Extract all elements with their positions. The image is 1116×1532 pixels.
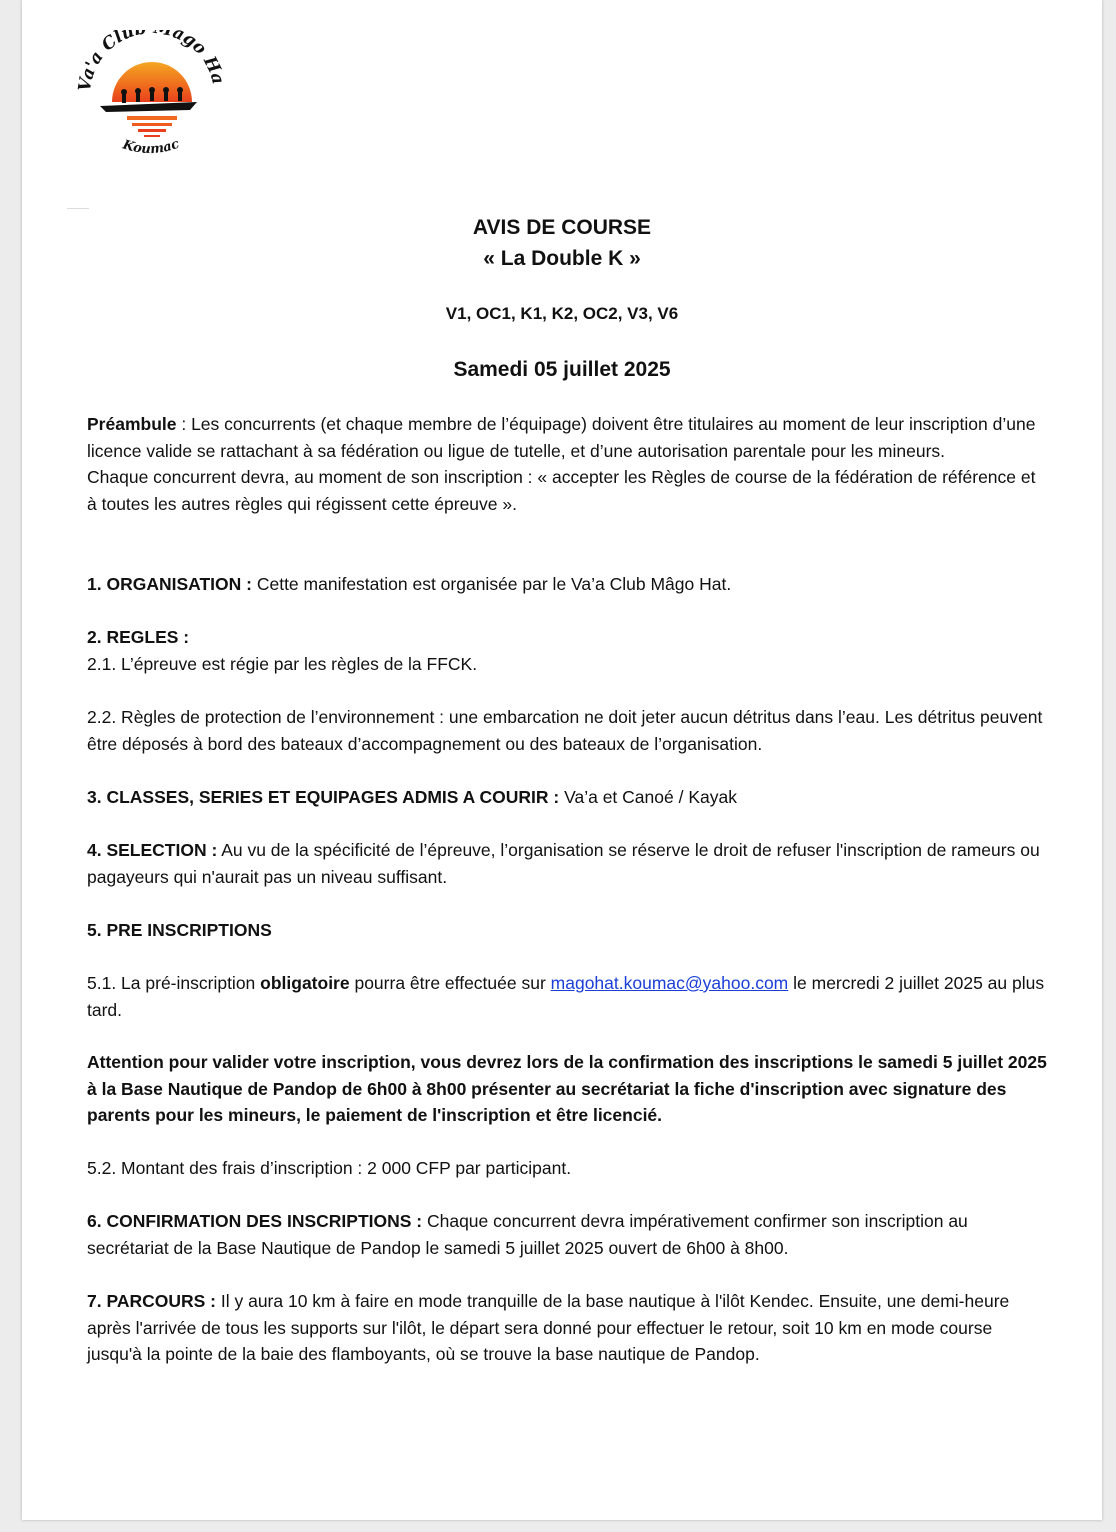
club-logo <box>72 30 222 170</box>
section-regles-environment <box>87 704 1047 757</box>
section-5-1-text-c: le mercredi 2 juillet 2025 au plus tard. <box>87 973 1045 1020</box>
boat-classes: V1, OC1, K1, K2, OC2, V3, V6 <box>445 304 679 323</box>
svg-text:Va'a Club Mâgo Hat: Va'a Clu âgo H <box>74 30 222 93</box>
section-4-heading: 4. SELECTION : <box>87 840 218 860</box>
email-link[interactable]: magohat.koumac@yahoo.com <box>550 973 789 993</box>
section-confirmation <box>87 1208 1047 1261</box>
section-5-1-text-a: 5.1. La pré-inscription <box>87 973 261 993</box>
warning-paragraph: Attention pour valider votre inscription, vous devrez lors de la confirmation des inscriptions le samedi 5 juillet 2025 à la Base Nautique de Pandop de 6h00 à 8h00 présenter au secrétariat la fiche d'inscription avec signature des parents pour les mineurs, le paiement de l'inscription et être licencié. <box>87 1052 1047 1125</box>
section-1-paragraph <box>87 571 1047 598</box>
event-name: « La Double K » <box>483 247 641 270</box>
section-2-heading: 2. REGLES : <box>87 627 190 647</box>
section-5-1-text-b: pourra être effectuée sur <box>349 973 551 993</box>
preamble-rules-paragraph: Chaque concurrent devra, au moment de son inscription : « accepter les Règles de course de la fédération de référence et à toutes les autres règles qui régissent cette épreuve ». <box>87 467 1036 514</box>
section-6-text: Chaque concurrent devra impérativement confirmer son inscription au secrétariat de la Base Nautique de Pandop le samedi 5 juillet 2025 ouvert de 6h00 à 8h00. <box>87 1211 968 1258</box>
section-6-heading: 6. CONFIRMATION DES INSCRIPTIONS : <box>87 1211 423 1231</box>
section-1-heading: 1. ORGANISATION : <box>87 574 252 594</box>
preamble-text: : Les concurrents (et chaque membre de l’équipage) doivent être titulaires au moment de leur inscription d’une licence valide se rattachant à sa fédération ou ligue de tutelle, et d’une autorisation parentale pour les mineurs. <box>87 414 1036 461</box>
section-parcours <box>87 1288 1047 1368</box>
section-7-text: Il y aura 10 km à faire en mode tranquille de la base nautique à l'ilôt Kendec. Ensuite, une demi-heure après l'arrivée de tous les supports sur l'ilôt, le départ sera donné pour effectuer le retour, soit 10 km en mode course jusqu'à la pointe de la baie des flamboyants, où se trouve la base nautique de Pandop. <box>87 1291 1010 1364</box>
section-3-heading: 3. CLASSES, SERIES ET EQUIPAGES ADMIS A COURIR : <box>87 787 560 807</box>
section-6-paragraph <box>87 1208 1047 1261</box>
section-organisation <box>87 571 1047 598</box>
preamble <box>87 411 1047 517</box>
svg-text:Koumac: Koumac <box>120 136 182 158</box>
section-5-1-bold: obligatoire <box>260 973 350 993</box>
section-7-heading: 7. PARCOURS : <box>87 1291 216 1311</box>
preamble-paragraph <box>87 411 1047 464</box>
divider <box>67 208 89 209</box>
section-5-warning <box>87 1049 1047 1129</box>
section-selection <box>87 837 1047 890</box>
section-5-1 <box>87 970 1047 1023</box>
section-3-paragraph <box>87 784 1047 811</box>
section-5-1-paragraph <box>87 970 1047 1023</box>
event-date: Samedi 05 juillet 2025 <box>453 358 671 381</box>
section-5-2 <box>87 1155 1047 1182</box>
section-7-paragraph <box>87 1288 1047 1368</box>
document-title: AVIS DE COURSE <box>472 216 652 239</box>
section-1-text: Cette manifestation est organisée par le Va’a Club Mâgo Hat. <box>251 574 732 594</box>
document-page <box>22 0 1102 1520</box>
section-pre-inscriptions <box>87 917 1047 944</box>
section-regles <box>87 624 1047 677</box>
section-2-1-paragraph: 2.1. L’épreuve est régie par les règles de la FFCK. <box>87 653 478 674</box>
section-5-2-paragraph: 5.2. Montant des frais d’inscription : 2 000 CFP par participant. <box>87 1158 572 1178</box>
section-classes <box>87 784 1047 811</box>
sunset-canoe-logo-icon <box>72 30 222 170</box>
section-5-heading: 5. PRE INSCRIPTIONS <box>87 920 272 940</box>
section-4-text: Au vu de la spécificité de l’épreuve, l’organisation se réserve le droit de refuser l'inscription de rameurs ou pagayeurs qui n'aurait pas un niveau suffisant. <box>87 840 1040 887</box>
section-2-2-paragraph: 2.2. Règles de protection de l’environnement : une embarcation ne doit jeter aucun détritus dans l’eau. Les détritus peuvent être déposés à bord des bateaux d’accompagnement ou des bateaux de l’organisation. <box>87 707 1043 754</box>
section-4-paragraph <box>87 837 1047 890</box>
section-3-text: Va’a et Canoé / Kayak <box>559 787 737 807</box>
preamble-label: Préambule <box>87 414 177 434</box>
